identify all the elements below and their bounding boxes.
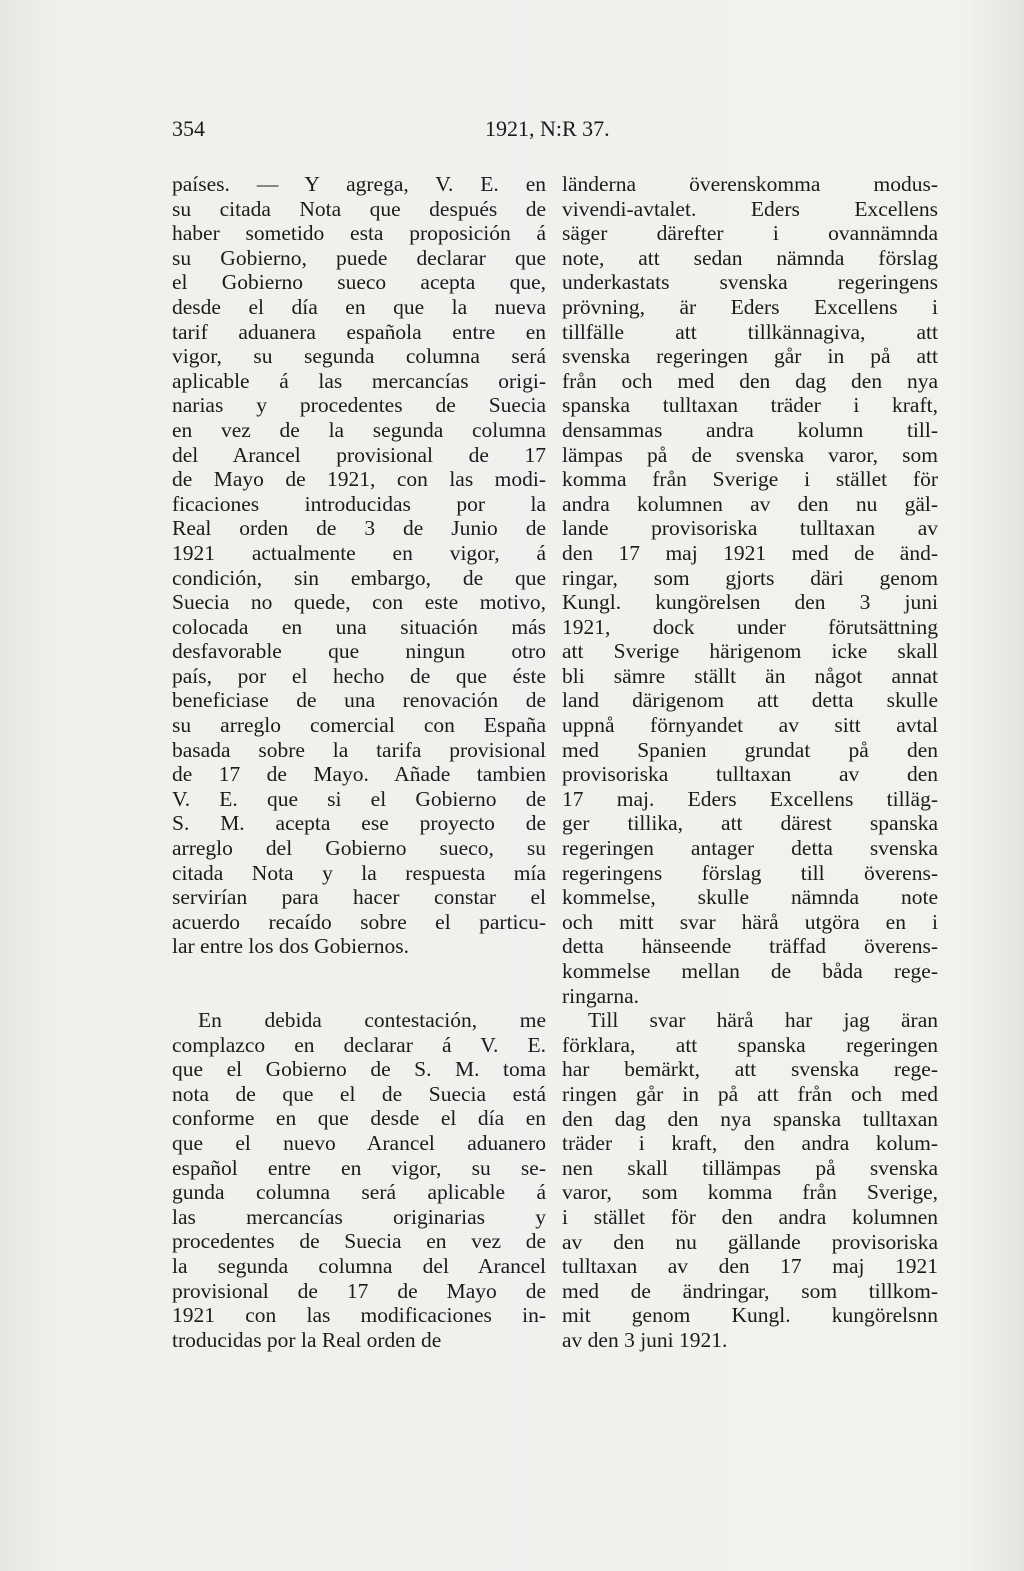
text-line: uppnå förnyandet av sitt avtal [562,713,938,738]
text-line: varor, som komma från Sverige, [562,1180,938,1205]
swedish-column [562,172,938,1353]
text-line: detta hänseende träffad överens- [562,934,938,959]
text-line: procedentes de Suecia en vez de [172,1229,546,1254]
text-line: acuerdo recaído sobre el particu- [172,909,546,934]
text-line: país, por el hecho de que éste [172,663,546,688]
text-line: underkastats svenska regeringens [562,270,938,295]
text-line: bli sämre ställt än något annat [562,663,938,688]
text-line: vigor, su segunda columna será [172,344,546,369]
text-line: citada Nota y la respuesta mía [172,860,546,885]
text-line: S. M. acepta ese proyecto de [172,811,546,836]
paragraph-gap [172,959,546,1008]
text-line: i stället för den andra kolumnen [562,1204,938,1229]
text-line: lande provisoriska tulltaxan av [562,516,938,541]
text-line: ger tillika, att därest spanska [562,811,938,836]
text-line: arreglo del Gobierno sueco, su [172,836,546,861]
text-line: och mitt svar härå utgöra en i [562,909,938,934]
text-line: Suecia no quede, con este motivo, [172,590,546,615]
text-line: Till svar härå har jag äran [588,1008,938,1033]
text-line: de 17 de Mayo. Añade tambien [172,762,546,787]
es-paragraph [172,172,546,959]
text-line: kommelse mellan de båda rege- [562,959,938,983]
text-line: ringar, som gjorts däri genom [562,565,938,590]
text-line: andra kolumnen av den nu gäl- [562,491,938,516]
text-line: 1921, dock under förutsättning [562,614,938,639]
text-line: el Gobierno sueco acepta que, [172,270,546,295]
text-line: desfavorable que ningun otro [172,639,546,664]
text-line: regeringens förslag till överens- [562,860,938,885]
text-line: su arreglo comercial con España [172,713,546,738]
text-line: lar entre los dos Gobiernos. [172,934,410,959]
text-line: en vez de la segunda columna [172,417,546,442]
text-line: del Arancel provisional de 17 [172,442,546,467]
text-line: tillfälle att tillkännagiva, att [562,319,938,344]
text-line: basada sobre la tarifa provisional [172,737,546,762]
sv-paragraph [562,172,938,1008]
text-line: V. E. que si el Gobierno de [172,786,546,811]
text-line: vivendi-avtalet. Eders Excellens [562,196,938,221]
text-line: länderna överenskomma modus- [562,172,938,196]
text-line: troducidas por la Real orden de [172,1327,442,1352]
text-line: tulltaxan av den 17 maj 1921 [562,1254,938,1279]
text-line: beneficiase de una renovación de [172,688,546,713]
text-line: av den 3 juni 1921. [562,1327,728,1352]
text-line: spanska tulltaxan träder i kraft, [562,393,938,418]
text-line: que el Gobierno de S. M. toma [172,1057,546,1082]
text-line: land därigenom att detta skulle [562,688,938,713]
text-line: nen skall tillämpas på svenska [562,1155,938,1180]
text-line: regeringen antager detta svenska [562,836,938,861]
text-line: En debida contestación, me [198,1008,546,1032]
text-line: av den nu gällande provisoriska [562,1229,938,1254]
text-line: español entre en vigor, su se- [172,1155,546,1180]
text-line: med Spanien grundat på den [562,737,938,762]
text-line: att Sverige härigenom icke skall [562,639,938,664]
text-line: países. — Y agrega, V. E. en [172,172,546,196]
text-line: ringen går in på att från och med [562,1081,938,1106]
text-line: kommelse, skulle nämnda note [562,885,938,910]
text-line: desde el día en que la nueva [172,294,546,319]
text-line: conforme en que desde el día en [172,1106,546,1131]
text-line: svenska regeringen går in på att [562,344,938,369]
text-line: har bemärkt, att svenska rege- [562,1057,938,1082]
text-line: narias y procedentes de Suecia [172,393,546,418]
text-line: den 17 maj 1921 med de änd- [562,540,938,565]
text-line: nota de que el de Suecia está [172,1081,546,1106]
text-line: complazco en declarar á V. E. [172,1032,546,1057]
es-paragraph [172,1008,546,1352]
text-line: ficaciones introducidas por la [172,491,546,516]
text-line: las mercancías originarias y [172,1204,546,1229]
text-line: su Gobierno, puede declarar que [172,245,546,270]
text-line: la segunda columna del Arancel [172,1253,546,1278]
text-line: haber sometido esta proposición á [172,221,546,246]
sv-paragraph [562,1008,938,1352]
text-line: mit genom Kungl. kungörelsnn [562,1303,938,1328]
text-line: provisoriska tulltaxan av den [562,762,938,787]
spanish-column [172,172,546,1352]
text-line: 1921 actualmente en vigor, á [172,540,546,565]
text-line: 17 maj. Eders Excellens tilläg- [562,786,938,811]
text-line: ringarna. [562,983,640,1008]
text-line: prövning, är Eders Excellens i [562,294,938,319]
text-line: Kungl. kungörelsen den 3 juni [562,590,938,615]
text-line: gunda columna será aplicable á [172,1180,546,1205]
text-line: que el nuevo Arancel aduanero [172,1130,546,1155]
text-line: med de ändringar, som tillkom- [562,1278,938,1303]
running-head [172,116,852,146]
text-line: note, att sedan nämnda förslag [562,245,938,270]
text-line: den dag den nya spanska tulltaxan [562,1106,938,1131]
page-number: 354 [172,116,205,141]
text-line: condición, sin embargo, de que [172,565,546,590]
text-line: säger därefter i ovannämnda [562,221,938,246]
text-line: densammas andra kolumn till- [562,417,938,442]
text-line: förklara, att spanska regeringen [562,1032,938,1057]
text-line: servirían para hacer constar el [172,885,546,910]
header-reference: 1921, N:R 37. [485,116,610,141]
text-line: de Mayo de 1921, con las modi- [172,467,546,492]
text-line: su citada Nota que después de [172,196,546,221]
text-line: aplicable á las mercancías origi- [172,368,546,393]
text-line: provisional de 17 de Mayo de [172,1278,546,1303]
text-line: lämpas på de svenska varor, som [562,442,938,467]
text-line: tarif aduanera española entre en [172,319,546,344]
text-line: Real orden de 3 de Junio de [172,516,546,541]
text-line: colocada en una situación más [172,614,546,639]
text-line: från och med den dag den nya [562,368,938,393]
text-line: träder i kraft, den andra kolum- [562,1131,938,1156]
text-line: komma från Sverige i stället för [562,467,938,492]
text-line: 1921 con las modificaciones in- [172,1303,546,1328]
